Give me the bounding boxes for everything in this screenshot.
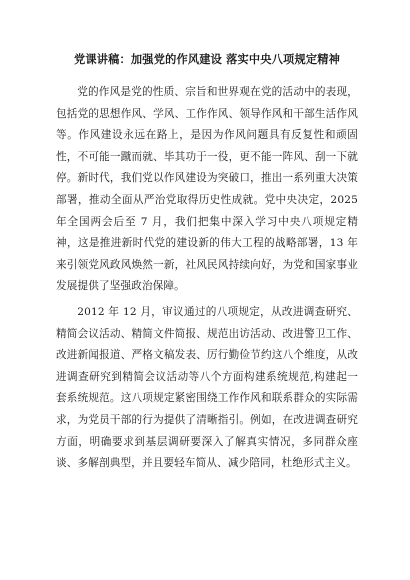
paragraph-1: 党的作风是党的性质、宗旨和世界观在党的活动中的表现，包括党的思想作风、学风、工作作风、领导作风和干部生活作风等。作风建设永远在路上，是因为作风问题具有反复性和顽固性，不可能一蹴而就、毕其功于一役，更不能一阵风、刮一下就停。新时代，我们党以作风建设为突破口，推出一系列重大决策部署，推动全面从严治党取得历史性成就。党中央决定，2025 年全国两会后至 7 月，我们把集中深入学习中央八项规定精神，这是推进新时代党的建设新的伟大工程的战略部署，13 年来引领党风政风焕然一新，社风民风持续向好，为党和国家事业发展提供了坚强政治保障。	[56, 86, 358, 293]
document-title: 党课讲稿：加强党的作风建设 落实中央八项规定精神	[73, 53, 340, 66]
paragraph-2: 2012 年 12 月，审议通过的八项规定，从改进调查研究、精简会议活动、精简文件简报、规范出访活动、改进警卫工作、改进新闻报道、严格文稿发表、厉行勤俭节约这八个维度，从改进调查研究到精简会议活动等八个方面构建系统规范,构建起一套系统规范。这八项规定紧密围绕工作作风和联系群众的实际需求，为党员干部的行为提供了清晰指引。例如，在改进调查研究方面，明确要求到基层调研要深入了解真实情况，多同群众座谈、多解剖典型，并且要轻车简从、减少陪同，杜绝形式主义。	[56, 305, 358, 470]
